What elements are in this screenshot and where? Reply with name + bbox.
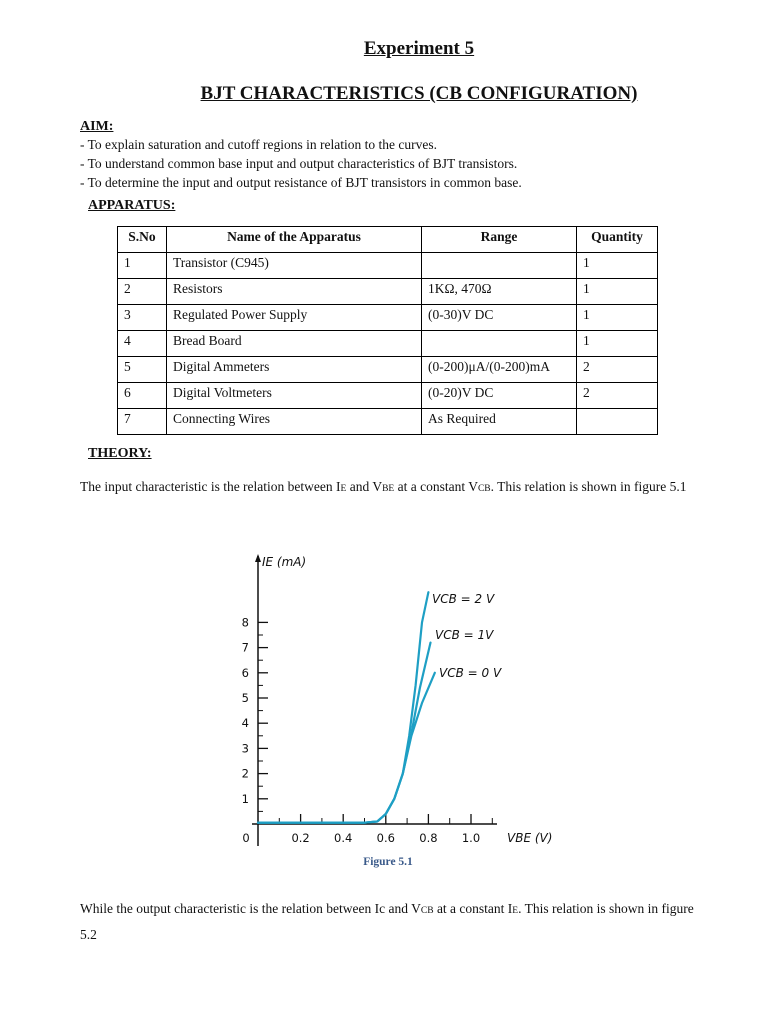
table-cell: 1 [577, 305, 658, 331]
theory-paragraph-output [80, 897, 705, 946]
x-tick-label: 0 [242, 831, 250, 845]
text-span: The input characteristic is the relation between I [80, 479, 341, 494]
y-tick-label: 4 [241, 716, 249, 731]
y-tick-label: 7 [241, 640, 249, 655]
text-span: . This relation is shown in figure 5.1 [490, 479, 687, 494]
table-cell: Transistor (C945) [167, 253, 422, 279]
table-cell: 2 [118, 279, 167, 305]
table-row [118, 331, 658, 357]
y-tick-label: 3 [241, 741, 249, 756]
series-curve [258, 673, 435, 823]
table-cell: (0-20)V DC [422, 383, 577, 409]
table-cell: Resistors [167, 279, 422, 305]
column-header: Name of the Apparatus [167, 227, 422, 253]
text-span: at a constant I [433, 901, 513, 916]
y-tick-label: 6 [241, 665, 249, 680]
y-tick-label: 5 [241, 691, 249, 705]
table-cell [422, 253, 577, 279]
table-cell: 1 [577, 279, 658, 305]
y-tick-label: 1 [241, 791, 249, 806]
table-cell: (0-200)μA/(0-200)mA [422, 357, 577, 383]
table-cell [577, 409, 658, 435]
theory-paragraph-input [80, 475, 705, 501]
column-header: S.No [118, 227, 167, 253]
x-axis-label: VBE (V) [507, 831, 553, 845]
column-header: Range [422, 227, 577, 253]
series-label: VCB = 0 V [439, 666, 502, 680]
apparatus-heading: APPARATUS: [88, 198, 176, 213]
table-cell: 3 [118, 305, 167, 331]
table-cell: 5 [118, 357, 167, 383]
y-axis-label: IE (mA) [262, 555, 307, 569]
table-cell [422, 331, 577, 357]
subscript: CB [420, 906, 434, 916]
page-title: Experiment 5 [363, 38, 475, 59]
experiment-subtitle: BJT CHARACTERISTICS (CB CONFIGURATION) [200, 83, 638, 104]
table-row [118, 383, 658, 409]
aim-item: - To determine the input and output resistance of BJT transistors in common base. [80, 175, 522, 190]
series-curve [258, 643, 431, 823]
table-cell: Digital Voltmeters [167, 383, 422, 409]
series-curve [258, 592, 428, 823]
table-cell: 2 [577, 383, 658, 409]
column-header: Quantity [577, 227, 658, 253]
aim-item: - To explain saturation and cutoff regions in relation to the curves. [80, 137, 437, 152]
x-tick-label: 1.0 [461, 831, 481, 845]
table-row [118, 357, 658, 383]
x-tick-label: 0.4 [334, 831, 353, 845]
aim-heading: AIM: [80, 119, 114, 134]
theory-heading: THEORY: [88, 446, 152, 461]
subscript: BE [382, 484, 395, 494]
text-span: While the output characteristic is the relation between Ic and V [80, 901, 421, 916]
table-cell: Regulated Power Supply [167, 305, 422, 331]
figure-caption: Figure 5.1 [363, 856, 413, 868]
table-cell: Bread Board [167, 331, 422, 357]
table-row [118, 253, 658, 279]
table-header-row [118, 227, 658, 253]
text-span: . This relation is shown in figure 5.2 [80, 901, 694, 942]
apparatus-table [117, 226, 658, 435]
table-row [118, 305, 658, 331]
y-tick-label: 8 [241, 615, 249, 630]
table-cell: 1KΩ, 470Ω [422, 279, 577, 305]
x-tick-label: 0.2 [291, 831, 310, 845]
input-characteristics-chart [225, 548, 570, 853]
table-cell: 6 [118, 383, 167, 409]
table-cell: As Required [422, 409, 577, 435]
x-tick-label: 0.6 [376, 831, 395, 845]
chart-ticks [258, 622, 492, 824]
table-cell: (0-30)V DC [422, 305, 577, 331]
aim-item: - To understand common base input and output characteristics of BJT transistors. [80, 156, 518, 171]
x-tick-label: 0.8 [419, 831, 438, 845]
table-cell: 2 [577, 357, 658, 383]
table-cell: 1 [577, 253, 658, 279]
subscript: CB [477, 484, 491, 494]
table-cell: 1 [118, 253, 167, 279]
table-cell: 4 [118, 331, 167, 357]
chart-labels [242, 555, 553, 845]
series-label: VCB = 2 V [432, 592, 495, 606]
table-cell: Connecting Wires [167, 409, 422, 435]
subscript: E [340, 484, 347, 494]
y-tick-label: 2 [241, 766, 249, 781]
table-cell: 1 [577, 331, 658, 357]
table-row [118, 409, 658, 435]
table-cell: 7 [118, 409, 167, 435]
text-span: at a constant V [394, 479, 478, 494]
table-row [118, 279, 658, 305]
y-axis-arrow [255, 554, 261, 562]
text-span: and V [346, 479, 383, 494]
series-label: VCB = 1V [435, 628, 494, 642]
table-cell: Digital Ammeters [167, 357, 422, 383]
subscript: E [512, 906, 519, 916]
chart-curves [258, 592, 435, 823]
